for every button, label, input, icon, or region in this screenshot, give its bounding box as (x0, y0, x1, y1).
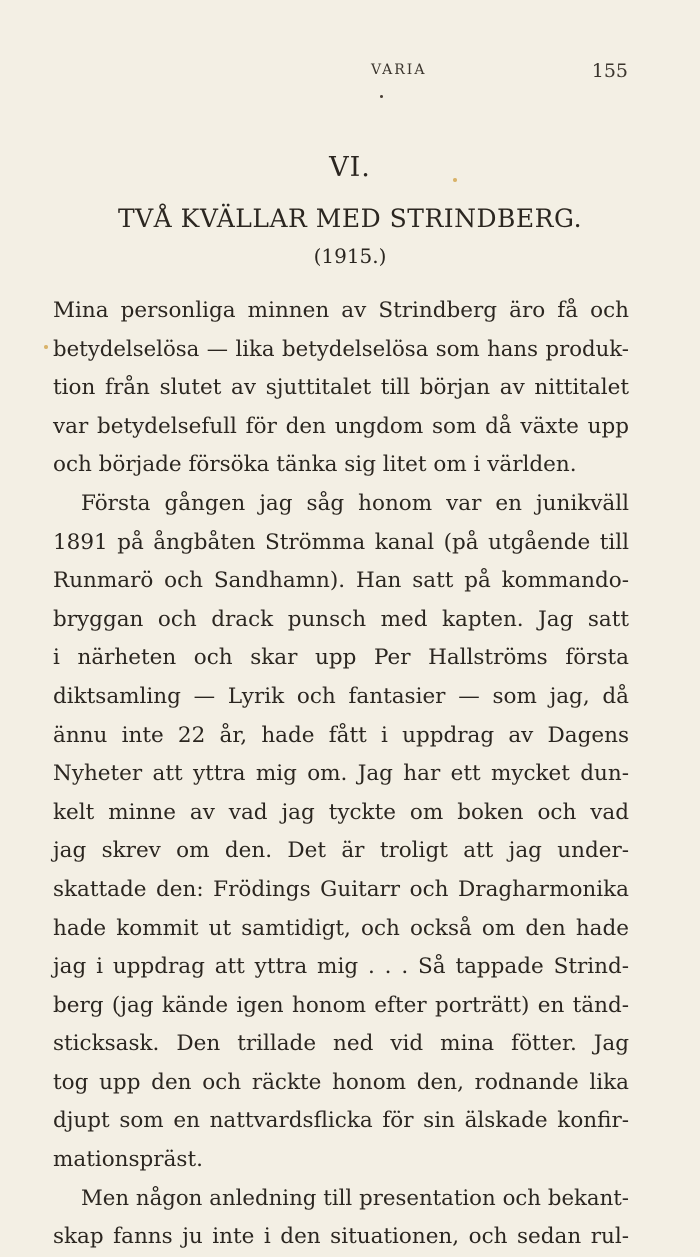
text-line: diktsamling — Lyrik och fantasier — som jag, då (53, 683, 629, 709)
text-line: Men någon anledning till presentation och bekant- (81, 1185, 629, 1211)
text-line: berg (jag kände igen honom efter porträtt) en tänd- (53, 992, 629, 1018)
running-title: VARIA (371, 62, 427, 78)
text-line: mationspräst. (53, 1147, 203, 1173)
text-line: ännu inte 22 år, hade fått i uppdrag av Dagens (53, 722, 629, 748)
running-head (53, 62, 628, 88)
text-line: var betydelsefull för den ungdom som då växte upp (53, 413, 629, 439)
text-line: Mina personliga minnen av Strindberg äro få och (53, 298, 629, 323)
text-line: jag skrev om den. Det är troligt att jag under- (53, 838, 629, 864)
text-line: skap fanns ju inte i den situationen, och sedan rul- (53, 1224, 629, 1250)
text-line: tog upp den och räckte honom den, rodnande lika (53, 1069, 629, 1095)
paper-speck (380, 95, 383, 98)
chapter-year: (1915.) (313, 244, 387, 268)
text-line: bryggan och drack punsch med kapten. Jag satt (53, 606, 629, 632)
text-line: betydelselösa — lika betydelselösa som hans produk- (53, 336, 629, 362)
text-line: jag i uppdrag att yttra mig . . . Så tappade Strind- (53, 954, 629, 980)
text-line: Runmarö och Sandhamn). Han satt på kommando- (53, 568, 629, 594)
page-number: 155 (591, 60, 628, 82)
text-line: hade kommit ut samtidigt, och också om den hade (53, 915, 629, 941)
text-line: 1891 på ångbåten Strömma kanal (på utgående till (53, 529, 629, 555)
text-line: och började försöka tänka sig litet om i världen. (53, 452, 577, 478)
body-text (53, 292, 629, 1257)
text-line: kelt minne av vad jag tyckte om boken och vad (53, 799, 629, 825)
text-line: djupt som en nattvardsflicka för sin älskade konfir- (53, 1108, 629, 1134)
text-line: i närheten och skar upp Per Hallströms första (53, 645, 629, 671)
paper-speck (453, 178, 457, 182)
chapter-number: VI. (329, 152, 371, 183)
chapter-title: TVÅ KVÄLLAR MED STRINDBERG. (117, 204, 583, 233)
text-line: tion från slutet av sjuttitalet till början av nittitalet (53, 375, 629, 401)
text-line: Nyheter att yttra mig om. Jag har ett mycket dun- (53, 761, 629, 787)
text-line: Första gången jag såg honom var en junikväll (81, 490, 629, 516)
paper-speck (44, 345, 48, 349)
text-line: skattade den: Frödings Guitarr och Dragharmonika (53, 876, 629, 902)
text-line: sticksask. Den trillade ned vid mina fötter. Jag (53, 1031, 629, 1057)
